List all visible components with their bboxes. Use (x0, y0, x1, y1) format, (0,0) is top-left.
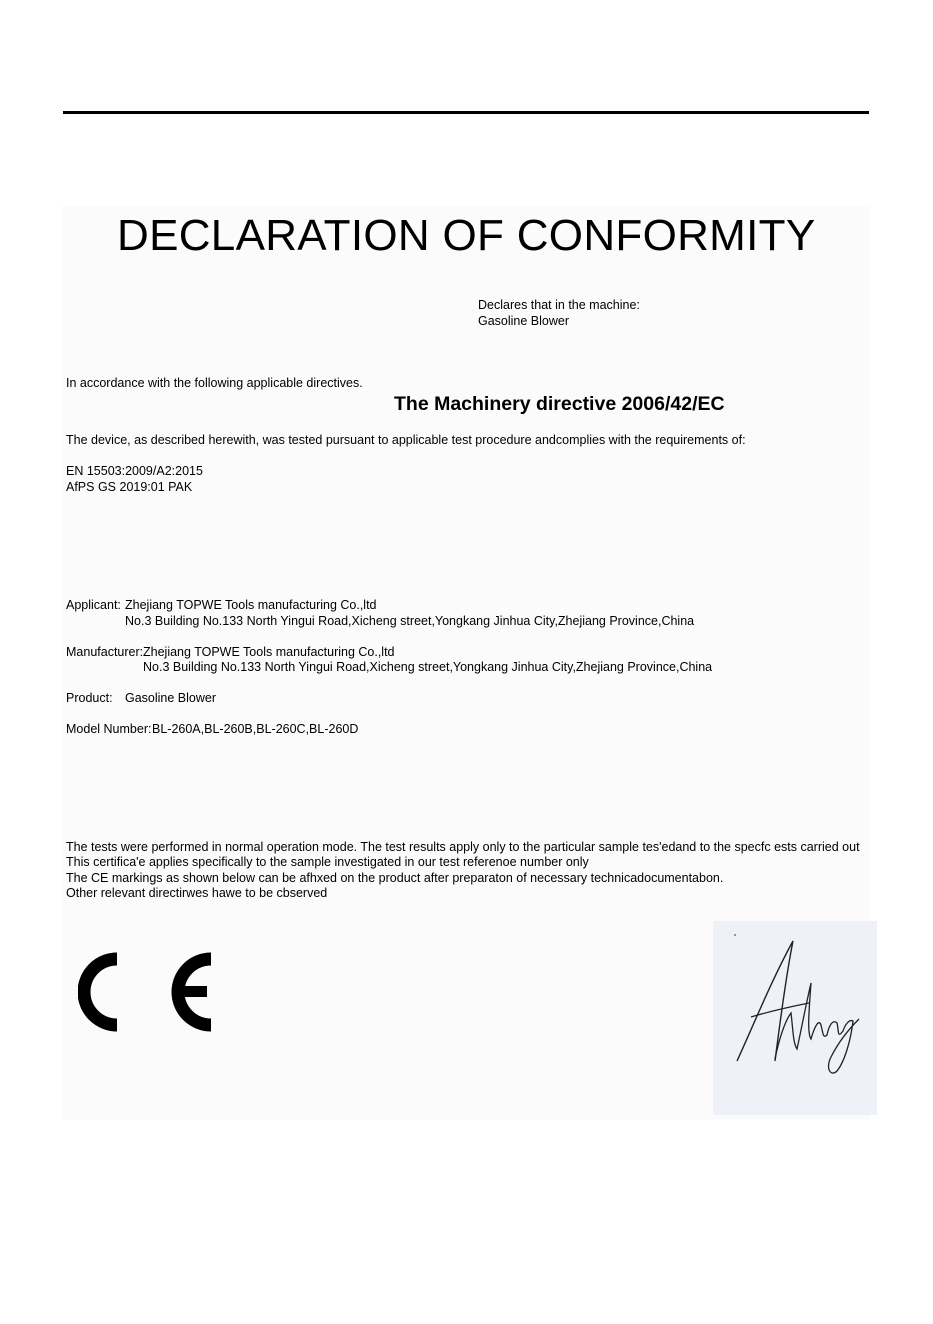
model-value: BL-260A,BL-260B,BL-260C,BL-260D (152, 722, 359, 736)
note-line: The CE markings as shown below can be afhxed on the product after preparaton of necessary technicadocumentabon. (66, 871, 724, 885)
header-rule (63, 111, 869, 114)
applicant-name: Zhejiang TOPWE Tools manufacturing Co.,ltd (125, 598, 377, 612)
handwritten-signature (713, 921, 877, 1115)
model-label: Model Number: (66, 722, 152, 736)
note-line: The tests were performed in normal operation mode. The test results apply only to the particular sample tes'edand to the specfc ests carried out (66, 840, 860, 854)
machinery-directive: The Machinery directive 2006/42/EC (394, 393, 725, 415)
note-line: This certifica'e applies specifically to the sample investigated in our test referenoe number only (66, 855, 589, 869)
applicant-address: No.3 Building No.133 North Yingui Road,Xicheng street,Yongkang Jinhua City,Zhejiang Province,China (125, 614, 695, 628)
signature-panel (713, 921, 877, 1115)
standard-item: EN 15503:2009/A2:2015 (66, 464, 203, 478)
declares-line: Declares that in the machine: (478, 298, 640, 312)
note-line: Other relevant directirwes hawe to be cbserved (66, 886, 328, 900)
manufacturer-label: Manufacturer: (66, 645, 144, 659)
document-title: DECLARATION OF CONFORMITY (117, 211, 816, 260)
manufacturer-name: Zhejiang TOPWE Tools manufacturing Co.,ltd (143, 645, 395, 659)
standard-item: AfPS GS 2019:01 PAK (66, 480, 193, 494)
declared-machine: Gasoline Blower (478, 314, 570, 328)
directives-intro: In accordance with the following applicable directives. (66, 376, 363, 390)
product-label: Product: (66, 691, 113, 705)
tested-statement: The device, as described herewith, was tested pursuant to applicable test procedure andcomplies with the requirements of: (66, 433, 746, 447)
applicant-label: Applicant: (66, 598, 121, 612)
scan-speck (734, 934, 736, 936)
product-value: Gasoline Blower (125, 691, 217, 705)
ce-mark-logo (78, 950, 218, 1039)
manufacturer-address: No.3 Building No.133 North Yingui Road,Xicheng street,Yongkang Jinhua City,Zhejiang Province,China (143, 660, 713, 674)
